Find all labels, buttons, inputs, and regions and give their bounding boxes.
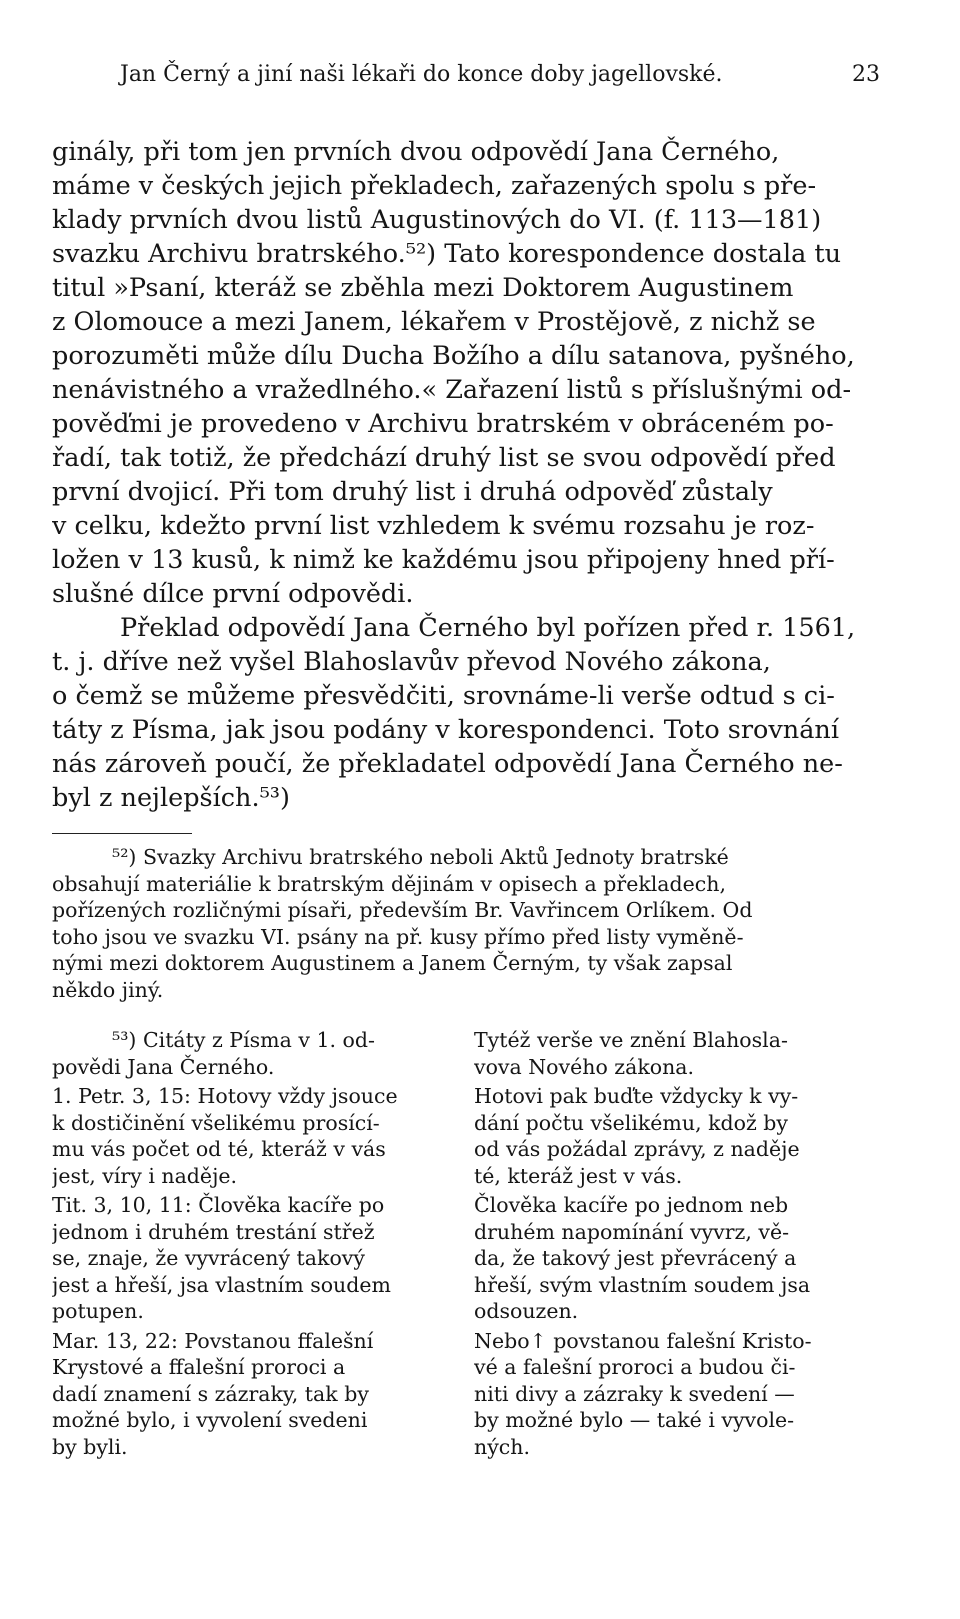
footnote-line: vova Nového zákona. xyxy=(474,1054,695,1079)
body-line: slušné dílce první odpovědi. xyxy=(52,579,414,609)
body-line: ložen v 13 kusů, k nimž ke každému jsou připojeny hned pří- xyxy=(52,545,835,575)
body-line: první dvojicí. Při tom druhý list i druhá odpověď zůstaly xyxy=(52,477,773,507)
footnote-line: hřeší, svým vlastním soudem jsa xyxy=(474,1272,811,1297)
footnote-line: jest a hřeší, jsa vlastním soudem xyxy=(52,1272,391,1297)
body-line: o čemž se můžeme přesvědčiti, srovnáme-li verše odtud s ci- xyxy=(52,681,835,711)
body-line: byl z nejlepších.⁵³) xyxy=(52,783,290,813)
footnote-line: pořízených rozličnými písaři, především Br. Vavřincem Orlíkem. Od xyxy=(52,898,753,922)
footnote-line: dadí znamení s zázraky, tak by xyxy=(52,1381,369,1406)
footnote-line: odsouzen. xyxy=(474,1299,579,1323)
footnote-line: Hotovi pak buďte vždycky k vy- xyxy=(474,1084,799,1108)
footnote-line: Mar. 13, 22: Povstanou ffalešní xyxy=(52,1328,374,1353)
footnote-53-left-column xyxy=(52,1027,452,1463)
footnote-line: da, že takový jest převrácený a xyxy=(474,1246,797,1270)
footnote-entry xyxy=(474,1192,880,1325)
footnote-line: Nebo↑ povstanou falešní Kristo- xyxy=(474,1328,812,1353)
body-line: táty z Písma, jak jsou podány v korespondenci. Toto srovnání xyxy=(52,715,840,745)
footnote-line: k dostičinění všelikému prosící- xyxy=(52,1110,380,1135)
running-head xyxy=(120,60,880,90)
footnote-line: ⁵²) Svazky Archivu bratrského neboli Aktů Jednoty bratrské xyxy=(112,845,729,869)
running-head-title: Jan Černý a jiní naši lékaři do konce doby jagellovské. xyxy=(120,62,723,87)
footnote-line: ⁵³) Citáty z Písma v 1. od- xyxy=(112,1028,375,1052)
footnote-line: vé a falešní proroci a budou či- xyxy=(474,1355,796,1379)
footnote-entry xyxy=(474,1328,880,1461)
footnote-line: od vás požádal zprávy, z naděje xyxy=(474,1137,800,1161)
body-line: titul »Psaní, kteráž se zběhla mezi Doktorem Augustinem xyxy=(52,273,794,303)
footnote-line: druhém napomínání vyvrz, vě- xyxy=(474,1219,790,1244)
footnote-line: té, kteráž jest v vás. xyxy=(474,1163,683,1188)
footnote-line: Tit. 3, 10, 11: Člověka kacíře po xyxy=(52,1193,385,1217)
footnote-entry xyxy=(52,1083,452,1189)
footnote-line: jednom i druhém trestání střež xyxy=(52,1219,375,1244)
footnote-line: povědi Jana Černého. xyxy=(52,1054,275,1079)
body-line: z Olomouce a mezi Janem, lékařem v Prostějově, z nichž se xyxy=(52,307,816,337)
body-line: porozuměti může dílu Ducha Božího a dílu satanova, pyšného, xyxy=(52,341,855,371)
footnote-line: niti divy a zázraky k svedení — xyxy=(474,1381,795,1406)
footnote-line: Tytéž verše ve znění Blahosla- xyxy=(474,1028,788,1052)
body-line: ginály, při tom jen prvních dvou odpovědí Jana Černého, xyxy=(52,137,780,167)
body-text xyxy=(52,135,880,815)
footnote-line: by byli. xyxy=(52,1434,128,1459)
footnote-separator xyxy=(52,833,192,834)
page-number: 23 xyxy=(852,62,880,87)
body-line: t. j. dříve než vyšel Blahoslavův převod Nového zákona, xyxy=(52,647,771,677)
footnote-line: nými mezi doktorem Augustinem a Janem Černým, ty však zapsal xyxy=(52,951,733,975)
footnote-line: ných. xyxy=(474,1434,530,1459)
footnote-line: mu vás počet od té, kteráž v vás xyxy=(52,1137,386,1161)
body-line: řadí, tak totiž, že předchází druhý list se svou odpovědí před xyxy=(52,443,836,473)
footnote-line: jest, víry i naděje. xyxy=(52,1163,238,1188)
footnote-52 xyxy=(52,844,880,1003)
body-line: v celku, kdežto první list vzhledem k svému rozsahu je roz- xyxy=(52,511,815,541)
body-line: máme v českých jejich překladech, zařazených spolu s pře- xyxy=(52,171,817,201)
footnote-entry xyxy=(474,1027,880,1080)
footnote-line: Krystové a ffalešní proroci a xyxy=(52,1355,346,1379)
footnote-line: někdo jiný. xyxy=(52,977,164,1002)
footnote-line: toho jsou ve svazku VI. psány na př. kusy přímo před listy vyměně- xyxy=(52,924,744,949)
footnote-line: se, znaje, že vyvrácený takový xyxy=(52,1246,365,1270)
footnote-line: potupen. xyxy=(52,1299,144,1323)
footnote-entry xyxy=(474,1083,880,1189)
body-line: svazku Archivu bratrského.⁵²) Tato korespondence dostala tu xyxy=(52,239,842,269)
footnote-line: Člověka kacíře po jednom neb xyxy=(474,1193,789,1217)
footnote-entry xyxy=(52,1328,452,1461)
footnote-line: obsahují materiálie k bratrským dějinám v opisech a překladech, xyxy=(52,871,726,896)
body-line: pověďmi je provedeno v Archivu bratrském v obráceném po- xyxy=(52,409,834,439)
footnote-entry xyxy=(52,1027,452,1080)
body-line: Překlad odpovědí Jana Černého byl pořízen před r. 1561, xyxy=(120,613,856,643)
footnote-line: dání počtu všelikému, kdož by xyxy=(474,1110,789,1135)
footnote-entry xyxy=(52,1192,452,1325)
footnote-53-right-column xyxy=(474,1027,880,1463)
body-line: nás zároveň poučí, že překladatel odpovědí Jana Černého ne- xyxy=(52,749,843,779)
body-line: klady prvních dvou listů Augustinových do VI. (f. 113—181) xyxy=(52,205,822,235)
footnote-line: možné bylo, i vyvolení svedeni xyxy=(52,1408,368,1432)
footnote-line: 1. Petr. 3, 15: Hotovy vždy jsouce xyxy=(52,1084,398,1108)
footnote-line: by možné bylo — také i vyvole- xyxy=(474,1408,795,1432)
body-line: nenávistného a vražedlného.« Zařazení listů s příslušnými od- xyxy=(52,375,852,405)
